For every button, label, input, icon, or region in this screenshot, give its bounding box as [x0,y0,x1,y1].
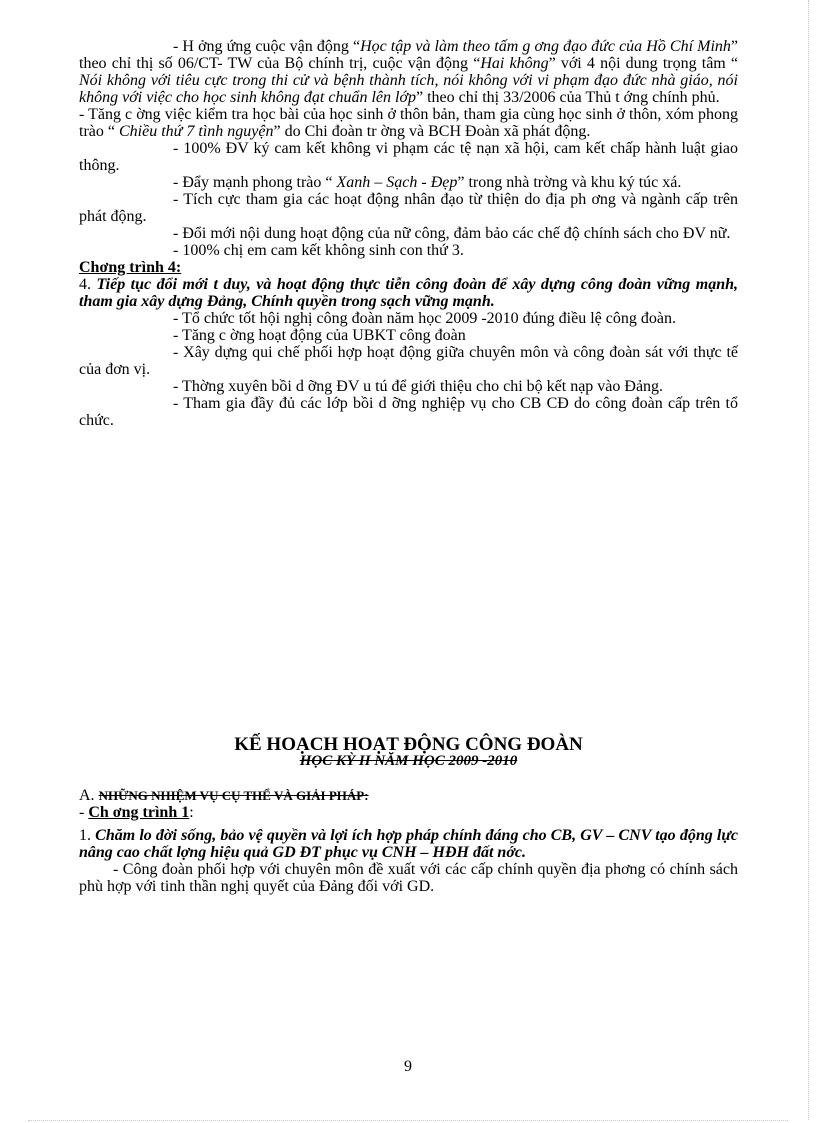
paragraph-third-child: - 100% chị em cam kết không sinh con thứ 3. [173,242,464,259]
item-number: 1. [79,827,96,844]
page-border-bottom [28,1120,788,1121]
item-1-title [79,827,738,861]
italic-quote: Hai không [480,55,549,72]
text-run: : [189,804,194,821]
paragraph-green-clean [79,174,738,191]
paragraph-campaign [79,38,738,106]
text-run: - Đẩy mạnh phong trào “ [173,174,337,191]
text-run: ” do Chi đoàn tr ờng và BCH Đoàn xã phát động. [273,123,591,140]
item-1-text: - Công đoàn phối hợp với chuyên môn đề xuất với các cấp chính quyền địa phơng có chính sách phù hợp với tinh thần nghị quyết của Đảng đối với GD. [79,861,738,895]
italic-quote: Chiều thứ 7 tình nguyện [118,123,274,140]
text-run: ” theo chỉ thị 33/2006 của Thủ t ớng chính phủ. [416,89,720,106]
item-1-title-text: Chăm lo đời sống, bảo vệ quyền và lợi ích hợp pháp chính đáng cho CB, GV – CNV tạo động lực nâng cao chất lợng hiệu quả GD ĐT phục vụ CNH – HĐH đất nớc. [79,827,739,861]
plan-subtitle: HỌC KỲ II NĂM HỌC 2009 -2010 [299,753,518,769]
text-run: - H ởng ứng cuộc vận động “ [173,38,361,55]
text-run: ” trong nhà trờng và khu ký túc xá. [457,174,682,191]
program-4-item: - Tham gia đầy đủ các lớp bồi d ỡng nghiệp vụ cho CB CĐ do công đoàn cấp trên tổ chức. [79,395,738,429]
italic-quote: Nói không với tiêu cực trong thi cử và bệnh thành tích, nói không với vi phạm đạo đức nhà giáo, nói không với việc cho học sinh không đạt chuẩn lên lớp [79,72,738,106]
text-run: - [79,804,89,821]
italic-quote: Học tập và làm theo tấm g ơng đạo đức của Hồ Chí Minh [360,38,731,55]
text-run: ” theo chỉ thị số 06/CT- TW của Bộ chính trị, cuộc vận động “ [79,38,739,72]
text-run: ” với 4 nội dung trọng tâm “ [548,55,738,72]
document-page [79,38,738,895]
section-letter: A. [79,787,99,804]
blank-space [79,429,738,735]
plan-title: KẾ HOẠCH HOẠT ĐỘNG CÔNG ĐOÀN [234,734,583,755]
program-4-title [79,276,738,310]
program-1-heading [79,804,738,821]
program-4-item: - Tăng c ờng hoạt động của UBKT công đoàn [173,327,466,344]
section-heading-text: NHỮNG NHIỆM VỤ CỤ THỂ VÀ GIẢI PHÁP: [98,788,369,803]
paragraph-check-homework [79,106,738,140]
program-4-item: - Tổ chức tốt hội nghị công đoàn năm học 2009 -2010 đúng điều lệ công đoàn. [173,310,676,327]
paragraph-women-union: - Đổi mới nội dung hoạt động của nữ công, đảm bảo các chế độ chính sách cho ĐV nữ. [173,225,731,242]
program-4-item: - Xây dựng qui chế phối hợp hoạt động giữa chuyên môn và công đoàn sát với thực tế của đơn vị. [79,344,738,378]
page-border-right [808,0,809,1120]
program-1-label: Ch ơng trình 1 [88,804,190,821]
section-a-heading [79,787,738,804]
program-4-heading: Chơng trình 4: [79,259,182,276]
page-number: 9 [404,1058,412,1075]
program-4-item: - Thờng xuyên bồi d ỡng ĐV u tú để giới thiệu cho chi bộ kết nạp vào Đảng. [173,378,664,395]
paragraph-commitment: - 100% ĐV ký cam kết không vi phạm các tệ nạn xã hội, cam kết chấp hành luật giao thông. [79,140,738,174]
item-number: 4. [79,276,97,293]
italic-quote: Xanh – Sạch - Đẹp [336,174,458,191]
paragraph-charity: - Tích cực tham gia các hoạt động nhân đạo từ thiện do địa ph ơng và ngành cấp trên phát động. [79,191,738,225]
text-run: - Tăng c ờng việc kiểm tra học bài của học sinh ở thôn bản, tham gia cùng học sinh ở thôn, xóm phong trào “ [79,106,738,140]
program-4-title-text: Tiếp tục đổi mới t duy, và hoạt động thực tiễn công đoàn để xây dựng công đoàn vững mạnh, tham gia xây dựng Đảng, Chính quyền trong sạch vững mạnh. [79,276,739,310]
